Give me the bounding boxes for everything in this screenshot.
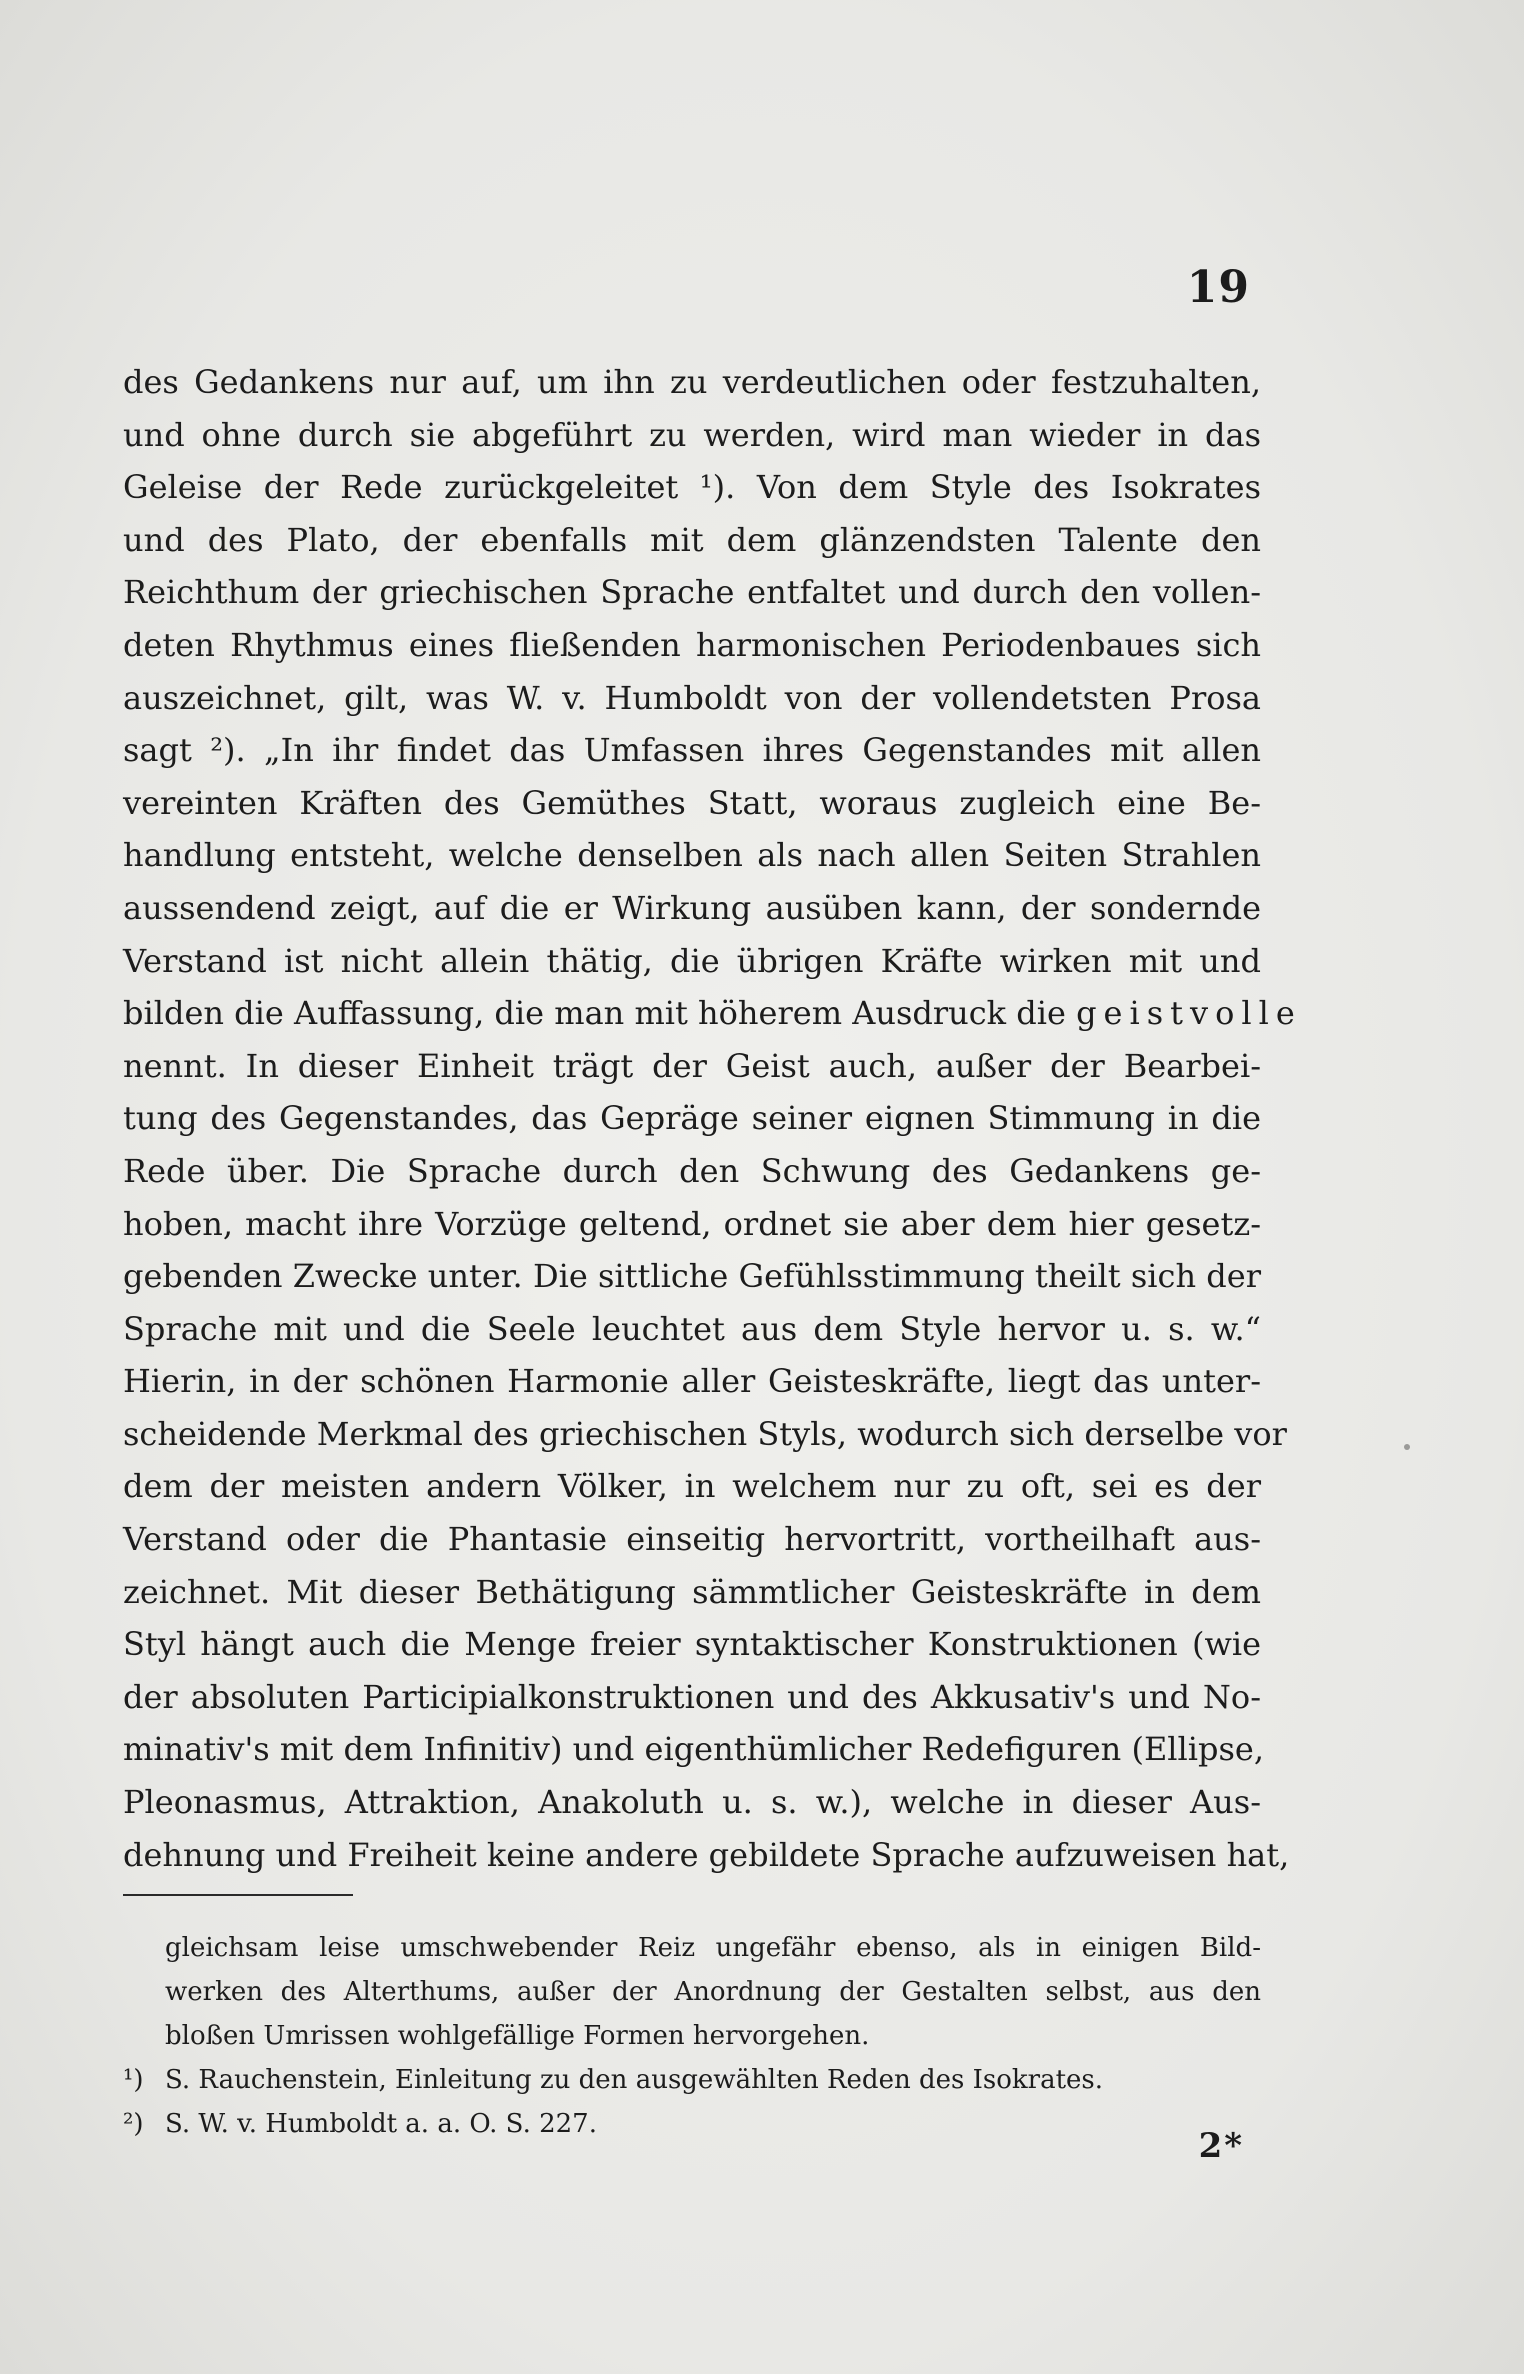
paper-speck <box>1404 1444 1410 1450</box>
text-line: nennt. In dieser Einheit trägt der Geist auch, außer der Bearbei- <box>123 1046 1261 1085</box>
footnotes <box>123 1926 1261 2146</box>
text-line: scheidende Merkmal des griechischen Styls, wodurch sich derselbe vor <box>123 1414 1287 1453</box>
footnote-text: S. W. v. Humboldt a. a. O. S. 227. <box>165 2109 597 2139</box>
text-line: sagt ²). „In ihr findet das Umfassen ihres Gegenstandes mit allen <box>123 731 1261 770</box>
text-line: tung des Gegenstandes, das Gepräge seiner eignen Stimmung in die <box>123 1099 1261 1138</box>
text-line: handlung entsteht, welche denselben als nach allen Seiten Strahlen <box>123 836 1261 875</box>
text-line: Pleonasmus, Attraktion, Anakoluth u. s. w.), welche in dieser Aus- <box>123 1783 1261 1822</box>
text-line: Geleise der Rede zurückgeleitet ¹). Von dem Style des Isokrates <box>123 468 1261 507</box>
text-line: hoben, macht ihre Vorzüge geltend, ordnet sie aber dem hier gesetz- <box>123 1204 1261 1243</box>
page-number: 19 <box>1186 262 1250 313</box>
footnote-continuation-line: gleichsam leise umschwebender Reiz ungefähr ebenso, als in einigen Bild- <box>165 1933 1261 1963</box>
text-line: des Gedankens nur auf, um ihn zu verdeutlichen oder festzuhalten, <box>123 363 1261 401</box>
text-line: gebenden Zwecke unter. Die sittliche Gefühlsstimmung theilt sich der <box>123 1257 1261 1296</box>
footnote-text: S. Rauchenstein, Einleitung zu den ausgewählten Reden des Isokrates. <box>165 2065 1104 2095</box>
text-line: Hierin, in der schönen Harmonie aller Geisteskräfte, liegt das unter- <box>123 1362 1261 1401</box>
text-line: aussendend zeigt, auf die er Wirkung ausüben kann, der sondernde <box>123 888 1261 927</box>
text-line: vereinten Kräften des Gemüthes Statt, woraus zugleich eine Be- <box>123 783 1261 822</box>
text-line: Reichthum der griechischen Sprache entfaltet und durch den vollen- <box>123 573 1261 612</box>
text-line: auszeichnet, gilt, was W. v. Humboldt von der vollendetsten Prosa <box>123 678 1261 717</box>
text-segment: bilden die Auffassung, die man mit höherem Ausdruck die <box>123 994 1066 1033</box>
footnote-marker: ²) <box>123 2109 144 2139</box>
emphasized-word: geistvolle <box>1076 994 1302 1033</box>
text-line: zeichnet. Mit dieser Bethätigung sämmtlicher Geisteskräfte in dem <box>123 1572 1261 1611</box>
text-line: der absoluten Participialkonstruktionen und des Akkusativ's und No- <box>123 1677 1261 1716</box>
text-line: Verstand oder die Phantasie einseitig hervortritt, vortheilhaft aus- <box>123 1520 1261 1559</box>
text-line: Sprache mit und die Seele leuchtet aus dem Style hervor u. s. w.“ <box>123 1309 1261 1348</box>
text-line: Verstand ist nicht allein thätig, die übrigen Kräfte wirken mit und <box>123 941 1261 980</box>
footnote-continuation-line: bloßen Umrissen wohlgefällige Formen hervorgehen. <box>165 2021 870 2051</box>
body-text <box>123 356 1302 1881</box>
text-line-with-emphasis <box>123 987 1302 1040</box>
text-line: und ohne durch sie abgeführt zu werden, wird man wieder in das <box>123 415 1261 454</box>
footnote-2 <box>123 2102 1261 2146</box>
footnote-marker: ¹) <box>123 2065 144 2095</box>
text-line: dem der meisten andern Völker, in welchem nur zu oft, sei es der <box>123 1467 1261 1506</box>
footnote-divider <box>123 1894 353 1896</box>
text-line: und des Plato, der ebenfalls mit dem glänzendsten Talente den <box>123 520 1261 559</box>
text-line: dehnung und Freiheit keine andere gebildete Sprache aufzuweisen hat, <box>123 1835 1290 1874</box>
footnote-1 <box>123 2058 1261 2102</box>
footnote-continuation-line: werken des Alterthums, außer der Anordnung der Gestalten selbst, aus den <box>165 1977 1261 2007</box>
text-line: Rede über. Die Sprache durch den Schwung des Gedankens ge- <box>123 1151 1261 1190</box>
text-line: minativ's mit dem Infinitiv) und eigenthümlicher Redefiguren (Ellipse, <box>123 1730 1265 1769</box>
text-line: deten Rhythmus eines fließenden harmonischen Periodenbaues sich <box>123 625 1261 664</box>
text-line: Styl hängt auch die Menge freier syntaktischer Konstruktionen (wie <box>123 1625 1261 1664</box>
signature-mark: 2* <box>1198 2126 1244 2166</box>
